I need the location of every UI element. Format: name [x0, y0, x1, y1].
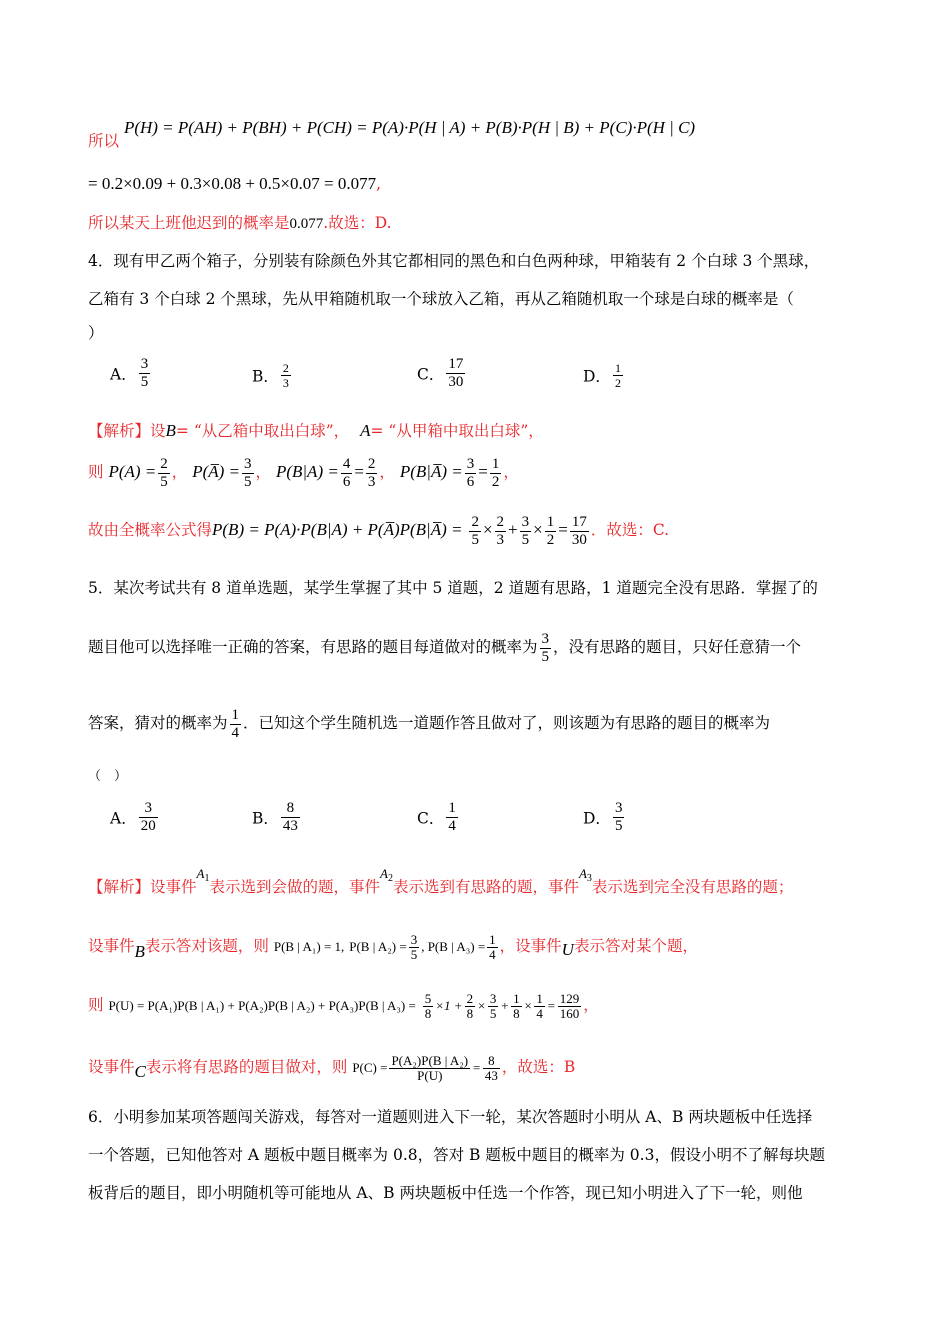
denominator: 4 [231, 724, 240, 741]
text: 题目他可以选择唯一正确的答案，有思路的题目每道做对的概率为 [88, 638, 538, 656]
numerator: 4 [342, 455, 351, 472]
numerator: 1 [231, 706, 240, 723]
option-label: D． [583, 809, 611, 828]
option-label: B． [252, 367, 279, 386]
denominator: 5 [140, 374, 149, 390]
q5-solution-2: 设事件B表示答对该题，则 P(B | A₁) = 1, P(B | A₂) = $\frac{3}{5}$ , P(B | A₃) = $\frac{1}{4}$ ，设事件U表示答对某个题， [88, 931, 698, 962]
fraction [488, 992, 499, 1021]
text: 则 [88, 463, 104, 481]
numerator: 1 [513, 990, 520, 1006]
var-c: C [134, 1062, 146, 1081]
text: 设事件 [88, 1058, 135, 1076]
text: ．已知这个学生随机选一道题作答且做对了，则该题为有思路的题目的概率为 [243, 714, 771, 732]
q4-option-c[interactable] [417, 356, 467, 391]
option-fraction [281, 800, 300, 835]
q3-formula-2: = 0.2×0.09 + 0.3×0.08 + 0.5×0.07 = 0.077 [88, 174, 377, 193]
q5-blank: （ ） [88, 769, 128, 784]
numerator: 17 [448, 356, 464, 372]
total-prob-formula: P(B) = P(A)·P(B|A) + P(A̅)P(B|A̅) = [212, 520, 463, 539]
q4-solution-1 [88, 420, 544, 442]
solution-tag: 【解析】 [88, 878, 151, 896]
denominator: 4 [448, 818, 456, 834]
q3-total-prob-line [88, 118, 696, 150]
numerator: 3 [489, 990, 497, 1006]
q3-value: 0.077 [289, 216, 324, 232]
option-label: A． [110, 809, 137, 828]
denominator: 5 [489, 1005, 497, 1021]
q5-solution-3: 则 P(U) = P(A₁)P(B | A₁) + P(A₂)P(B | A₂) + P(A₃)P(B | A₃) = $\frac{5}{8}$ ×1 + $\frac{2}{8}$ × $\frac{3}{5}$ + $\frac{1}{8}$ × $\frac{1}{4}$ = $\frac{129}{160}$ ， [88, 990, 599, 1021]
formula: P(U) = P(A₁)P(B | A₁) + P(A₂)P(B | A₂) + P(A₃)P(B | A₃) = [108, 998, 416, 1013]
fraction [495, 514, 507, 549]
text: 表示将有思路的题目做对，则 [145, 1058, 348, 1076]
fraction [423, 992, 434, 1021]
denominator: 30 [448, 374, 464, 390]
q5-option-b[interactable] [252, 800, 302, 835]
answer: ．故选：C. [590, 521, 670, 539]
text: 表示选到完全没有思路的题； [591, 878, 794, 896]
q6-stem-3: 板背后的题目，即小明随机等可能地从 A、B 两块题板中任选一个作答，现已知小明进入了下一轮，则他 [88, 1184, 803, 1202]
denominator: 4 [489, 946, 496, 962]
numerator: 5 [424, 990, 432, 1006]
text: 故由全概率公式得 [88, 521, 213, 539]
option-label: A． [110, 365, 137, 384]
numerator: 3 [466, 455, 475, 472]
option-fraction [139, 800, 158, 835]
fraction [570, 514, 589, 549]
fraction [483, 1054, 500, 1083]
denominator: 8 [424, 1005, 432, 1021]
q4-stem-2: 乙箱有 3 个白球 2 个黑球，先从甲箱随机取一个球放入乙箱，再从乙箱随机取一个球是白球的概率是（ [88, 290, 794, 308]
denominator: 2 [491, 473, 500, 490]
text: 设 [150, 422, 166, 440]
denominator: 5 [160, 473, 168, 490]
p-b-given-a: P(B|A) = [275, 462, 339, 481]
numerator: 129 [559, 990, 580, 1006]
option-fraction [139, 356, 151, 391]
var-b: B [134, 942, 145, 961]
denominator: 30 [571, 531, 587, 548]
q5-solution-1 [88, 866, 794, 904]
fraction [230, 707, 242, 742]
q4-solution-2: 则 P(A) = $\frac{2}{5}$ ， P(A̅) = $\frac{3}{5}$ ， P(B|A) = $\frac{4}{6}$ = $\frac{2}{3}$ ， P(B|A̅) = $\frac{3}{6}$ = $\frac{1}{2}$ ， [88, 455, 519, 490]
fraction [389, 1054, 470, 1083]
numerator: 3 [410, 931, 418, 947]
q3-so-label: 所以 [88, 132, 120, 150]
denominator: 43 [484, 1067, 498, 1083]
p-a-bar: P(A̅) = [192, 462, 241, 481]
option-fraction [446, 800, 458, 835]
fraction [511, 992, 522, 1021]
numerator: 3 [521, 513, 530, 530]
q5-stem-2 [88, 622, 801, 672]
text: 设事件 [88, 937, 135, 955]
q5-stem-1: 5．某次考试共有 8 道单选题，某学生掌握了其中 5 道题，2 道题有思路，1 道题完全没有思路．掌握了的 [88, 579, 818, 597]
numerator: 1 [448, 800, 456, 816]
numerator: 2 [496, 513, 505, 530]
var-u: U [561, 940, 574, 959]
fraction [558, 992, 582, 1021]
option-fraction [613, 361, 623, 390]
fraction [158, 456, 170, 491]
fraction [366, 456, 378, 491]
q4-solution-3: 故由全概率公式得P(B) = P(A)·P(B|A) + P(A̅)P(B|A̅) = $\frac{2}{5}$ × $\frac{2}{3}$ + $\frac{3}{5}$ × $\frac{1}{2}$ = $\frac{17}{30}$ ．故选：C. [88, 513, 670, 548]
text: 表示答对某个题， [573, 937, 698, 955]
text: 表示选到有思路的题，事件 [392, 878, 579, 896]
numerator: 3 [541, 630, 550, 647]
fraction [520, 514, 532, 549]
solution-tag: 【解析】 [88, 422, 151, 440]
numerator: 1 [489, 931, 496, 947]
q4-option-a[interactable] [110, 356, 152, 391]
numerator: 3 [140, 356, 149, 372]
fraction [487, 933, 498, 962]
numerator: 3 [614, 800, 623, 816]
text: = “从乙箱中取出白球”， [175, 422, 350, 440]
numerator: 1 [491, 455, 500, 472]
denominator: P(U) [417, 1067, 443, 1083]
denominator: 20 [140, 818, 156, 834]
denominator: 6 [466, 473, 475, 490]
denominator: 5 [244, 473, 252, 490]
text: = “从甲箱中取出白球”， [370, 422, 544, 440]
text: ， [583, 996, 599, 1014]
text: ，设事件 [499, 937, 562, 955]
fraction [490, 456, 502, 491]
denominator: 5 [614, 818, 623, 834]
option-label: D． [583, 367, 611, 386]
var-a2: A2 [380, 866, 393, 884]
q3-comma: , [376, 175, 382, 193]
fraction [409, 933, 420, 962]
q5-solution-4: 设事件C表示将有思路的题目做对，则 P(C) = $\frac{\text{P(A₂)P(B | A₂)}}{P(U)}$ = $\frac{8}{43}$ ，故选：B [88, 1052, 576, 1083]
numerator: 1 [546, 513, 555, 530]
text: ，没有思路的题目，只好任意猜一个 [553, 638, 802, 656]
denominator: 5 [521, 531, 530, 548]
q4-stem-1: 4．现有甲乙两个箱子，分别装有除颜色外其它都相同的黑色和白色两种球，甲箱装有 2 个白球 3 个黑球， [88, 252, 820, 270]
denominator: 2 [614, 376, 621, 390]
p-b-given-a-bar: P(B|A̅) = [399, 462, 463, 481]
option-label: B． [252, 809, 279, 828]
q3-formula-1: P(H) = P(AH) + P(BH) + P(CH) = P(A)·P(H | A) + P(B)·P(H | B) + P(C)·P(H | C) [123, 118, 696, 137]
formula: P(B | A₁) = 1, [273, 939, 345, 954]
fraction [534, 992, 545, 1021]
q4-stem-3: ） [88, 324, 104, 342]
numerator: P(A₂)P(B | A₂) [391, 1052, 469, 1068]
option-fraction [281, 361, 291, 390]
fraction [540, 631, 552, 666]
q3-calc-line [88, 173, 381, 195]
denominator: 3 [496, 531, 505, 548]
numerator: 3 [244, 455, 252, 472]
text: 答案，猜对的概率为 [88, 714, 228, 732]
text: 设事件 [150, 878, 197, 896]
q5-stem-3 [88, 698, 770, 748]
answer: ，故选：B [501, 1058, 576, 1076]
fraction [341, 456, 353, 491]
option-label: C． [417, 809, 445, 828]
q3-conclusion-text: 所以某天上班他迟到的概率是 [88, 214, 290, 232]
denominator: 2 [546, 531, 555, 548]
numerator: 2 [466, 990, 474, 1006]
denominator: 8 [466, 1005, 474, 1021]
denominator: 4 [536, 1005, 543, 1021]
q4-option-d[interactable] [583, 361, 625, 390]
q3-conclusion [88, 212, 392, 235]
formula: P(C) = [352, 1060, 388, 1075]
formula: P(B | A₃) = [427, 939, 486, 954]
var-a3: A3 [578, 866, 592, 884]
denominator: 3 [282, 376, 289, 390]
numerator: 2 [471, 513, 479, 530]
numerator: 2 [367, 455, 376, 472]
fraction [469, 514, 481, 549]
numerator: 8 [281, 800, 300, 818]
numerator: 1 [614, 361, 621, 375]
denominator: 160 [559, 1005, 580, 1021]
p-a: P(A) = [108, 462, 157, 481]
fraction [465, 992, 476, 1021]
q5-option-d[interactable] [583, 800, 626, 835]
q6-stem-2: 一个答题，已知他答对 A 题板中题目概率为 0.8，答对 B 题板中题目的概率为 0.3，假设小明不了解每块题 [88, 1146, 825, 1164]
text: 表示选到会做的题，事件 [209, 878, 380, 896]
numerator: 2 [282, 361, 289, 375]
denominator: 5 [410, 946, 418, 962]
numerator: 3 [139, 800, 158, 818]
numerator: 2 [160, 455, 168, 472]
q6-stem-1: 6．小明参加某项答题闯关游戏，每答对一道题则进入下一轮，某次答题时小明从 A、B 两块题板中任选择 [88, 1108, 813, 1126]
q4-option-b[interactable] [252, 361, 293, 390]
denominator: 6 [342, 473, 351, 490]
denominator: 3 [367, 473, 376, 490]
fraction [465, 456, 477, 491]
numerator: 1 [536, 990, 543, 1006]
denominator: 5 [541, 648, 550, 665]
numerator: 17 [571, 513, 587, 530]
denominator: 8 [513, 1005, 520, 1021]
var-a1: A1 [196, 866, 210, 884]
fraction [242, 456, 254, 491]
option-label: C． [417, 365, 445, 384]
numerator: 8 [483, 1054, 500, 1069]
q5-option-c[interactable] [417, 800, 460, 835]
text: 表示答对该题，则 [144, 937, 269, 955]
option-fraction [613, 800, 625, 835]
denominator: 43 [282, 818, 298, 834]
formula: P(B | A₂) = [349, 939, 407, 954]
text: 则 [88, 996, 104, 1014]
var-b: B [165, 421, 176, 440]
q5-option-a[interactable] [110, 800, 160, 835]
fraction [545, 514, 557, 549]
option-fraction [446, 356, 465, 391]
denominator: 5 [471, 531, 479, 548]
q3-answer: .故选：D. [323, 214, 392, 232]
var-a: A [360, 421, 371, 440]
